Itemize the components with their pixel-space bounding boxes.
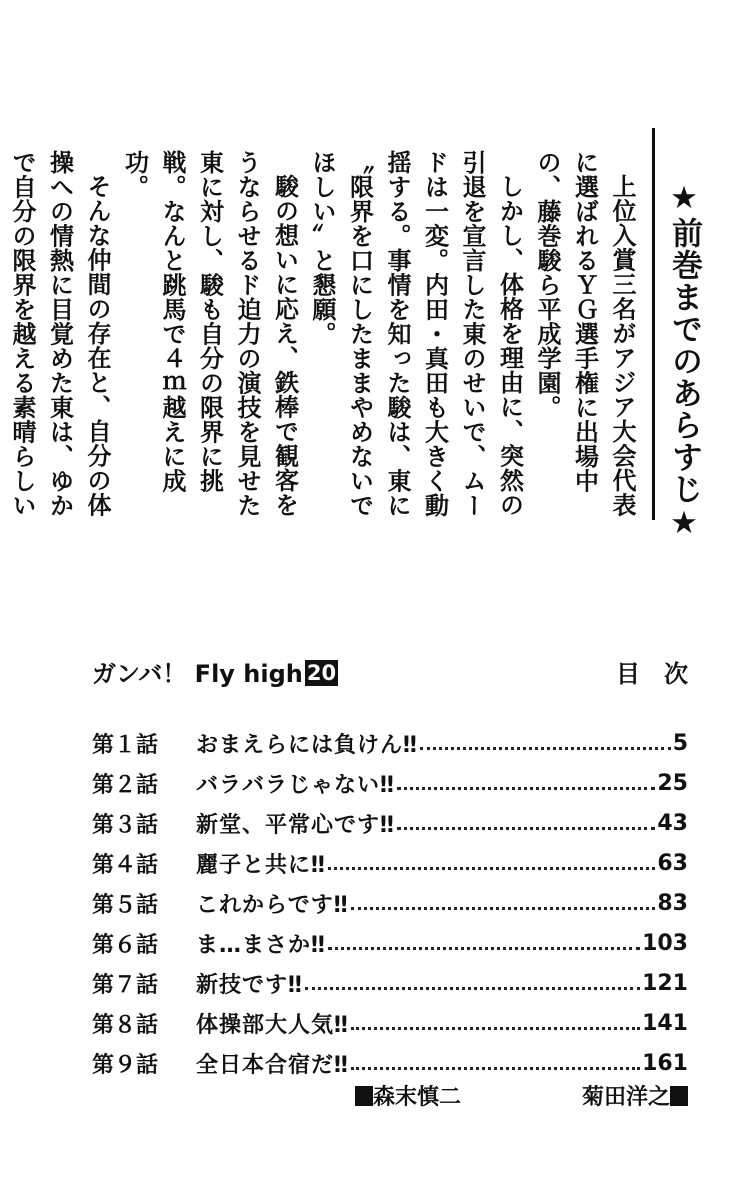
chapter-page: 161 <box>642 1050 688 1076</box>
chapter-page: 103 <box>642 930 688 956</box>
toc-list <box>92 723 688 1083</box>
chapter-title: 新技です‼ <box>196 972 303 998</box>
leader-dots <box>328 947 640 950</box>
series-title <box>92 656 338 692</box>
toc-header <box>92 656 712 696</box>
credit-writer <box>355 1080 461 1116</box>
chapter-number: 第８話 <box>92 1012 159 1038</box>
toc-row-1[interactable] <box>92 723 688 763</box>
synopsis-paragraph: そんな仲間の存在と、自分の体操への情熱に目覚めた東は、ゆかで自分の限界を越える素晴らしい <box>8 150 111 518</box>
chapter-page: 121 <box>642 970 688 996</box>
chapter-number: 第１話 <box>92 732 159 758</box>
leader-dots <box>305 987 640 990</box>
synopsis-divider <box>652 128 655 520</box>
synopsis-paragraph: しかし、体格を理由に、突然の引退を宣言した東のせいで、ムードは一変。内田・真田も大きく動揺する。事情を知った駿は、東に〝限界を口にしたままやめないでほしい〟と懇願。 <box>308 150 524 518</box>
toc-title: 目次 <box>616 660 712 688</box>
chapter-page: 83 <box>657 890 688 916</box>
chapter-number: 第６話 <box>92 932 159 958</box>
chapter-number: 第７話 <box>92 972 159 998</box>
toc-row-9[interactable] <box>92 1043 688 1083</box>
leader-dots <box>351 1067 640 1070</box>
series-name: ガンバ！ Fly high <box>92 660 303 688</box>
chapter-number: 第５話 <box>92 892 159 918</box>
chapter-page: 141 <box>642 1010 688 1036</box>
synopsis-paragraph: 上位入賞三名がアジア大会代表に選ばれるＹＧ選手権に出場中の、藤巻駿ら平成学園。 <box>533 150 636 517</box>
toc-row-5[interactable] <box>92 883 688 923</box>
artist-name: 菊田洋之 <box>581 1085 670 1110</box>
leader-dots <box>351 907 656 910</box>
synopsis-body <box>8 150 640 530</box>
chapter-page: 25 <box>657 770 688 796</box>
writer-name: 森末慎二 <box>373 1085 462 1110</box>
chapter-title: これからです‼ <box>196 892 349 918</box>
square-bullet-icon <box>670 1086 688 1106</box>
chapter-title: おまえらには負けん‼ <box>196 732 418 758</box>
chapter-title: バラバラじゃない‼ <box>196 772 395 798</box>
chapter-title: ま…まさか‼ <box>196 932 326 958</box>
toc-row-3[interactable] <box>92 803 688 843</box>
leader-dots <box>397 787 656 790</box>
chapter-title: 全日本合宿だ‼ <box>196 1052 349 1078</box>
chapter-number: 第３話 <box>92 812 159 838</box>
chapter-number: 第２話 <box>92 772 159 798</box>
synopsis-heading: ★前巻までのあらすじ★ <box>666 180 702 542</box>
toc-row-7[interactable] <box>92 963 688 1003</box>
toc-row-8[interactable] <box>92 1003 688 1043</box>
toc-row-6[interactable] <box>92 923 688 963</box>
leader-dots <box>397 827 656 830</box>
chapter-title: 新堂、平常心です‼ <box>196 812 395 838</box>
chapter-page: 63 <box>657 850 688 876</box>
chapter-title: 体操部大人気‼ <box>196 1012 349 1038</box>
chapter-title: 麗子と共に‼ <box>196 852 326 878</box>
leader-dots <box>328 867 656 870</box>
leader-dots <box>420 747 671 750</box>
credit-artist <box>582 1080 688 1116</box>
square-bullet-icon <box>355 1086 373 1106</box>
chapter-page: 43 <box>657 810 688 836</box>
chapter-number: 第９話 <box>92 1052 159 1078</box>
credits <box>355 1080 688 1116</box>
toc-row-2[interactable] <box>92 763 688 803</box>
volume-badge: 20 <box>306 661 337 685</box>
synopsis-paragraph: 駿の想いに応え、鉄棒で観客をうならせるド迫力の演技を見せた東に対し、駿も自分の限界に挑戦。なんと跳馬で４ｍ越えに成功。 <box>120 150 299 518</box>
chapter-number: 第４話 <box>92 852 159 878</box>
chapter-page: 5 <box>672 730 688 756</box>
leader-dots <box>351 1027 640 1030</box>
toc-row-4[interactable] <box>92 843 688 883</box>
